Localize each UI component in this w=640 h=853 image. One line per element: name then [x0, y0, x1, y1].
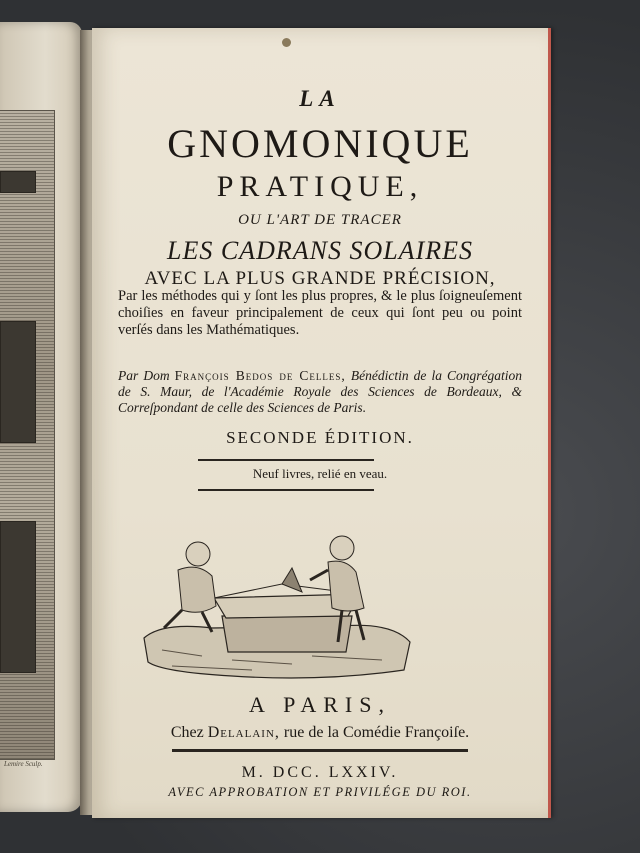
binding-note: Neuf livres, relié en veau. [252, 466, 388, 481]
title-page [92, 28, 551, 818]
engraving-doorway [0, 521, 36, 673]
title-precision: AVEC LA PLUS GRANDE PRÉCISION, [144, 268, 496, 289]
publisher-address: rue de la Comédie Françoiſe. [283, 724, 470, 741]
ornamental-rule [172, 749, 468, 752]
publisher-name: Delalain, [207, 724, 280, 741]
imprint-place: A PARIS, [248, 692, 391, 717]
imprint-privilege: AVEC APPROBATION ET PRIVILÉGE DU ROI. [168, 785, 472, 799]
author-par: Par Dom [118, 368, 170, 383]
author-block [118, 368, 522, 416]
engraving-detail [0, 171, 36, 193]
edition-label: SECONDE ÉDITION. [226, 428, 414, 447]
rule-top [198, 459, 374, 461]
title-cadrans: LES CADRANS SOLAIRES [167, 236, 473, 265]
title-la: LA [299, 86, 341, 111]
left-page-frontispiece [0, 22, 82, 812]
title-pratique: PRATIQUE, [216, 170, 424, 203]
publisher-prefix: Chez [170, 724, 204, 741]
subtitle: OU L'ART DE TRACER [238, 212, 402, 228]
red-page-edge [548, 28, 551, 818]
author-name: François Bedos de Celles, [174, 368, 346, 383]
sundial-vignette [142, 510, 412, 680]
title-gnomonique: GNOMONIQUE [167, 121, 473, 166]
engraving-window [0, 321, 36, 443]
imprint-year: M. DCC. LXXIV. [241, 764, 399, 781]
rule-bottom [198, 489, 374, 491]
author-credentials: Bénédictin de la Congrégation de S. Maur, de l'Académie Royale des Sciences de Bordeaux, & Correſpondant de celle des Sciences de Paris. [118, 368, 523, 415]
page-spot [282, 38, 291, 47]
imprint-publisher [92, 724, 548, 742]
frontispiece-engraving [0, 110, 55, 760]
vignette-cherub-left [164, 542, 216, 632]
engraver-signature: Lemire Sculp. [4, 760, 43, 768]
description-text: Par les méthodes qui y ſont les plus propres, & le plus ſoigneuſement choiſies en faveur principalement de ceux qui ſont peu ou point verſés dans les Mathématiques. [118, 288, 522, 338]
